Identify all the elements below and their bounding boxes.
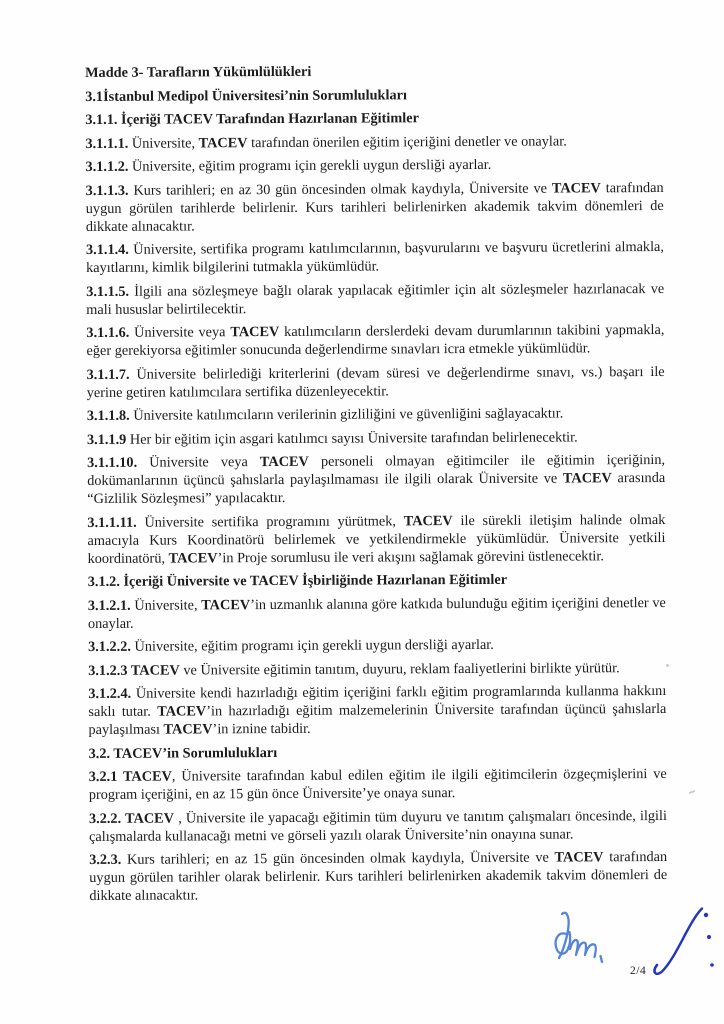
text-segment: katılımcıların derslerdeki devam durumlarının takibini yapmakla, eğer gerekiyorsa eğitimler sonucunda değerlendirme sınavları icra etmekle yükümlüdür.: [86, 321, 665, 359]
text-segment: Kurs tarihleri; en az 30 gün öncesinden olmak kaydıyla, Üniversite ve: [128, 180, 552, 199]
text-segment: arasında “Gizlilik Sözleşmesi” yapılacaktır.: [87, 469, 666, 507]
document-body: [85, 61, 667, 911]
text-segment: Üniversite sertifika programını yürütmek,: [136, 512, 404, 531]
text-segment: 3.1.1.4.: [85, 241, 129, 258]
text-segment: ve Üniversite eğitimin tanıtım, duyuru, reklam faaliyetlerini birlikte yürütür.: [179, 659, 620, 679]
text-segment: , Üniversite ile yapacağı eğitimin tüm duyuru ve tanıtım çalışmaları öncesinde, ilgili çalışmalarda kullanacağı metni ve görseli yazılı olarak Üniversite’nin onayına sunar.: [89, 807, 668, 845]
text-segment: Üniversite belirlediği kriterlerini (devam süresi ve değerlendirme sınavı, vs.) başarı ile yerine getiren katılımcılara sertifika düzenleyecektir.: [86, 363, 665, 401]
clause-3-1-1-6: [86, 321, 664, 360]
text-segment: ile sürekli iletişim halinde olmak amacıyla Kurs Koordinatörü belirlemek ve yetkilendirmekle yükümlüdür. Üniversite yetkili koordinatörü,: [87, 511, 666, 567]
text-segment: ’in iznine tabidir.: [212, 720, 311, 738]
clause-3-1-1-7: [87, 362, 665, 401]
text-segment: Üniversite kendi hazırladığı eğitim içeriğini farklı eğitim programlarında kullanma hakkını saklı tutar.: [88, 682, 667, 720]
text-segment: TACEV: [201, 596, 251, 613]
scan-artifact-dot: [666, 664, 669, 667]
text-segment: Her bir eğitim için asgari katılımcı sayısı Üniversite tarafından belirlenecektir.: [126, 428, 578, 448]
clause-3-1-1-9: [87, 427, 665, 448]
text-segment: ’in hazırladığı eğitim malzemelerinin Üniversite tarafından üçüncü şahıslarla paylaşılması: [88, 700, 667, 738]
text-segment: Üniversite veya: [137, 454, 260, 471]
clause-3-1-1-1: [85, 131, 663, 152]
text-segment: 3.1.1. İçeriği TACEV Tarafından Hazırlanan Eğitimler: [85, 110, 419, 128]
text-segment: personeli olmayan eğitimciler ile eğitimin içeriğinin, dokümanlarının üçüncü şahıslarla paylaşılmaması ile ilgili olarak Üniversite ve: [87, 451, 666, 489]
text-segment: TACEV: [259, 453, 309, 471]
text-segment: Üniversite, eğitim programı için gerekli uygun dersliği ayarlar.: [128, 156, 492, 175]
clause-3-2-2: [89, 806, 667, 845]
clause-3-1-1-11: [87, 510, 665, 567]
text-segment: TACEV: [554, 849, 604, 866]
text-segment: 3.2.2. TACEV: [88, 810, 175, 827]
text-segment: TACEV: [157, 703, 207, 720]
clause-3-1-2-2: [88, 635, 666, 656]
text-segment: Üniversite katılımcıların verilerinin gizliliğini ve güvenliğini sağlayacaktır.: [129, 405, 564, 424]
text-segment: 3.1.1.8.: [86, 407, 130, 424]
heading-3-1: [85, 84, 663, 105]
clause-3-1-1-8: [87, 404, 665, 425]
text-segment: , Üniversite tarafından kabul edilen eğitim ile ilgili eğitimcilerin özgeçmişlerini ve program içeriğini, en az 15 gün önce Üniversite’ye onaya sunar.: [88, 765, 667, 803]
text-segment: TACEV: [403, 512, 453, 529]
text-segment: tarafından uygun görülen tarihler olarak belirlenir. Kurs tarihleri belirlenirken akademik takvim dönemleri de dikkate alınacaktır.: [89, 848, 668, 904]
clause-3-2-3: [89, 848, 667, 905]
heading-3-2: [89, 741, 667, 762]
heading-3-1-1: [85, 108, 663, 129]
clause-3-1-2-1: [88, 593, 666, 632]
text-segment: 3.1.2.2.: [88, 638, 131, 655]
text-segment: TACEV: [551, 179, 601, 197]
heading-madde-3: [85, 61, 663, 82]
text-segment: 3.1.2.3 TACEV: [88, 662, 180, 679]
text-segment: TACEV: [163, 721, 213, 738]
clause-3-1-1-2: [85, 155, 663, 176]
text-segment: 3.1İstanbul Medipol Üniversitesi’nin Sorumlulukları: [85, 86, 407, 105]
text-segment: ’in uzmanlık alanına göre katkıda bulunduğu eğitim içeriğini denetler ve onaylar.: [87, 594, 666, 632]
text-segment: 3.1.1.7.: [86, 366, 130, 383]
clause-3-1-1-5: [86, 279, 664, 318]
text-segment: 3.1.1.9: [86, 431, 127, 448]
text-segment: Üniversite, eğitim programı için gerekli uygun dersliği ayarlar.: [130, 636, 494, 655]
text-segment: 3.1.1.1.: [85, 135, 129, 152]
scan-artifact-dash: [689, 790, 695, 794]
clause-3-1-2-3: [88, 658, 666, 679]
text-segment: 3.1.1.10.: [87, 454, 138, 471]
text-segment: TACEV: [198, 134, 248, 151]
text-segment: 3.1.1.6.: [86, 324, 130, 341]
text-segment: 3.1.1.2.: [85, 158, 129, 175]
text-segment: tarafından uygun görülen tarihlerde belirlenir. Kurs tarihleri belirlenirken akademik takvim dönemleri de dikkate alınacaktır.: [85, 179, 664, 235]
signature-ink-right-icon: [645, 903, 717, 983]
text-segment: 3.1.1.3.: [85, 182, 129, 199]
text-segment: 3.1.1.5.: [86, 283, 130, 300]
text-segment: TACEV: [168, 549, 218, 567]
page-number: 2/4: [630, 965, 647, 977]
heading-3-1-2: [88, 570, 666, 591]
text-segment: 3.2.1 TACEV: [88, 768, 172, 785]
text-segment: İlgili ana sözleşmeye bağlı olarak yapılacak eğitimler için alt sözleşmeler hazırlanacak ve mali hususlar belirtilecektir.: [86, 280, 665, 318]
text-segment: Üniversite,: [128, 134, 199, 152]
text-segment: TACEV: [562, 470, 612, 487]
text-segment: Madde 3- Tarafların Yükümlülükleri: [85, 63, 312, 81]
text-segment: 3.1.1.11.: [87, 514, 137, 531]
text-segment: 3.1.2. İçeriği Üniversite ve TACEV İşbirliğinde Hazırlanan Eğitimler: [87, 571, 508, 590]
text-segment: 3.2.3.: [89, 851, 122, 868]
signature-ink-left-icon: [549, 906, 619, 968]
text-segment: Üniversite veya: [129, 324, 231, 341]
text-segment: ’in Proje sorumlusu ile veri akışını sağlamak görevini üstlenecektir.: [217, 547, 604, 566]
clause-3-1-1-10: [87, 451, 665, 508]
text-segment: tarafından önerilen eğitim içeriğini denetler ve onaylar.: [247, 132, 567, 151]
text-segment: Kurs tarihleri; en az 15 gün öncesinden olmak kaydıyla, Üniversite ve: [121, 849, 555, 868]
text-segment: TACEV: [230, 323, 280, 341]
text-segment: 3.1.2.1.: [87, 597, 131, 614]
clause-3-1-1-4: [86, 238, 664, 277]
clause-3-1-2-4: [88, 682, 666, 739]
text-segment: 3.1.2.4.: [88, 685, 132, 702]
text-segment: Üniversite,: [130, 596, 202, 614]
text-segment: Üniversite, sertifika programı katılımcılarının, başvurularını ve başvuru ücretlerini almakla, kayıtlarını, kimlik bilgilerini tutmakla yükümlüdür.: [86, 238, 665, 276]
clause-3-1-1-3: [86, 178, 664, 235]
text-segment: 3.2. TACEV’in Sorumlulukları: [88, 744, 278, 762]
clause-3-2-1: [89, 765, 667, 804]
